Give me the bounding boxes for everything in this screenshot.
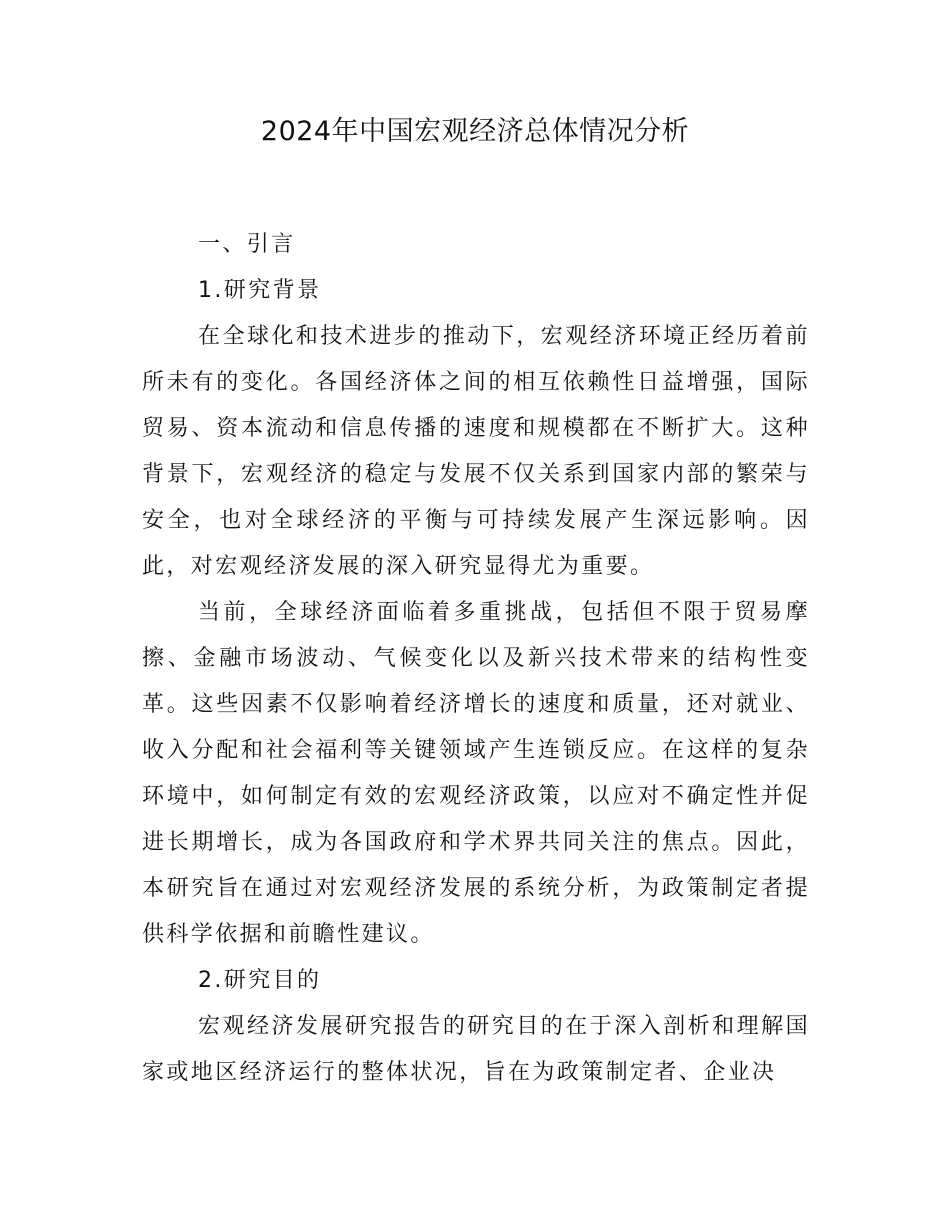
paragraph-background-2: 当前，全球经济面临着多重挑战，包括但不限于贸易摩擦、金融市场波动、气候变化以及新兴技术带来的结构性变革。这些因素不仅影响着经济增长的速度和质量，还对就业、收入分配和社会福利等关键领域产生连锁反应。在这样的复杂环境中，如何制定有效的宏观经济政策，以应对不确定性并促进长期增长，成为各国政府和学术界共同关注的焦点。因此，本研究旨在通过对宏观经济发展的系统分析，为政策制定者提供科学依据和前瞻性建议。 xyxy=(142,600,810,947)
section-heading-introduction: 一、引言 xyxy=(198,232,296,257)
subsection-heading-purpose: 2.研究目的 xyxy=(198,968,322,993)
document-title: 2024年中国宏观经济总体情况分析 xyxy=(260,116,690,147)
document-body xyxy=(142,222,810,1096)
paragraph-purpose-1: 宏观经济发展研究报告的研究目的在于深入剖析和理解国家或地区经济运行的整体状况，旨在为政策制定者、企业决 xyxy=(142,1014,810,1085)
subsection-heading-background: 1.研究背景 xyxy=(198,278,322,303)
paragraph-background-1: 在全球化和技术进步的推动下，宏观经济环境正经历着前所未有的变化。各国经济体之间的相互依赖性日益增强，国际贸易、资本流动和信息传播的速度和规模都在不断扩大。这种背景下，宏观经济的稳定与发展不仅关系到国家内部的繁荣与安全，也对全球经济的平衡与可持续发展产生深远影响。因此，对宏观经济发展的深入研究显得尤为重要。 xyxy=(142,324,810,579)
